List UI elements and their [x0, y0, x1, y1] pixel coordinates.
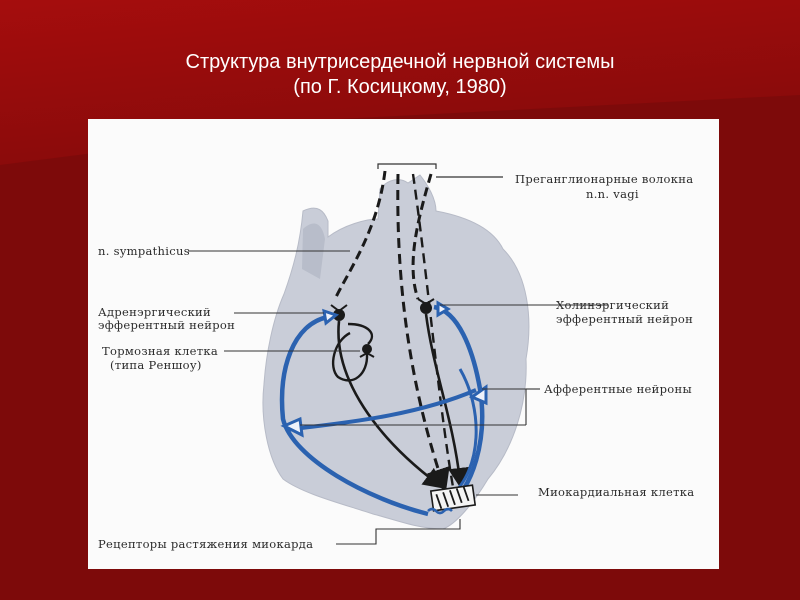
- label-adrenergic-2: эфферентный нейрон: [98, 318, 236, 332]
- label-receptors: Рецепторы растяжения миокарда: [98, 537, 314, 551]
- label-preganglionic-2: n.n. vagi: [586, 187, 639, 201]
- label-cholinergic-1: Холинэргический: [556, 298, 670, 312]
- title-line-2: (по Г. Косицкому, 1980): [293, 76, 507, 98]
- label-inhibitory-1: Тормозная клетка: [102, 344, 219, 358]
- label-myocardial: Миокардиальная клетка: [538, 485, 695, 499]
- slide-title: [0, 50, 800, 100]
- label-sympathicus: n. sympathicus: [98, 244, 190, 258]
- label-adrenergic-1: Адренэргический: [98, 305, 211, 319]
- label-preganglionic-1: Преганглионарные волокна: [515, 172, 694, 186]
- label-cholinergic-2: эфферентный нейрон: [556, 312, 694, 326]
- title-line-1: Структура внутрисердечной нервной системы: [185, 51, 615, 73]
- heart-silhouette: [263, 175, 529, 529]
- heart-nervous-system-diagram: [88, 119, 719, 569]
- label-inhibitory-2: (типа Реншоу): [110, 358, 202, 372]
- label-afferent: Афферентные нейроны: [544, 382, 692, 396]
